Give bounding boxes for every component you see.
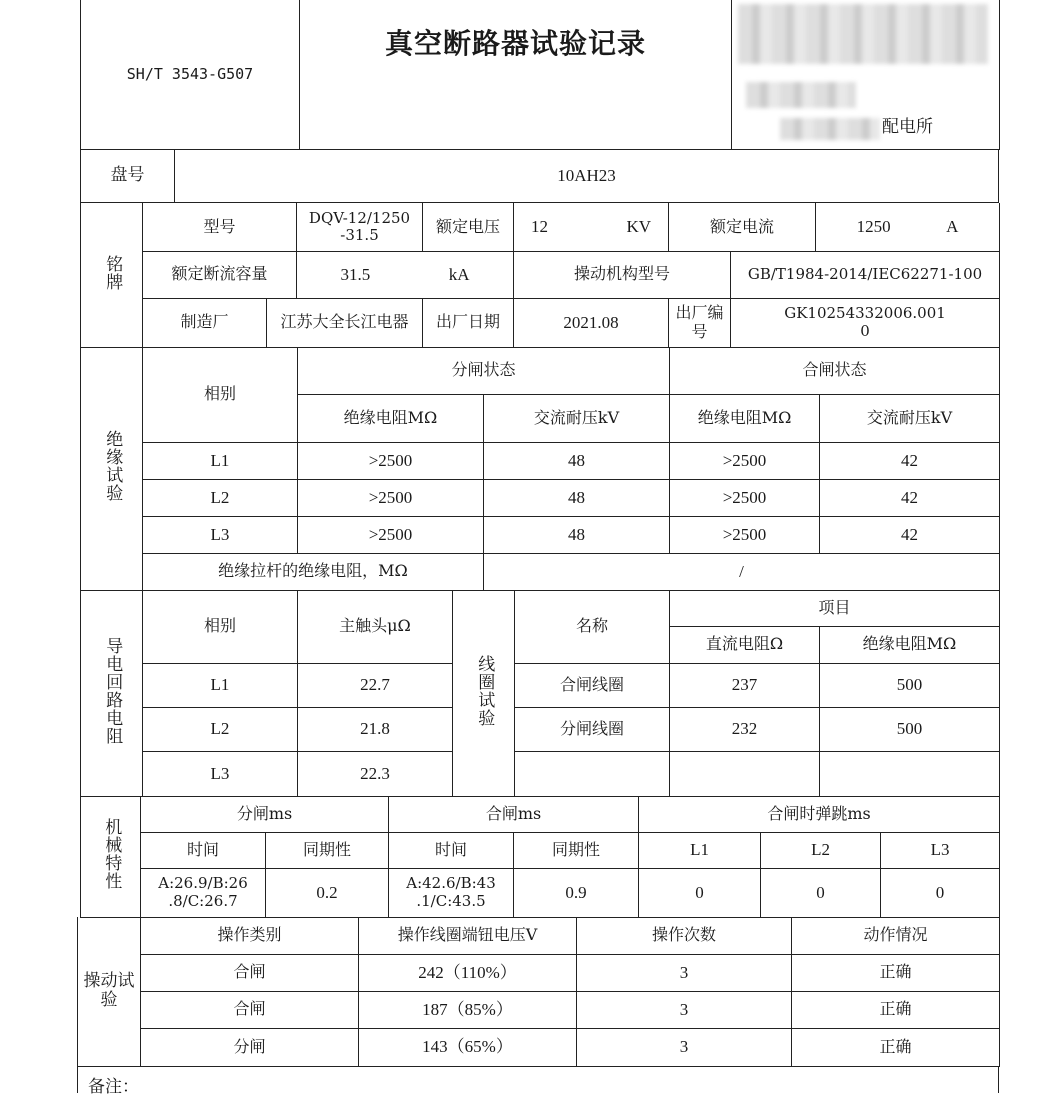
close-kv-value: 42 <box>820 479 1000 516</box>
breaking-label: 额定断流容量 <box>143 251 297 298</box>
conductive-band <box>80 590 999 796</box>
form-code-cell <box>81 0 300 150</box>
coil-name-empty <box>515 751 670 796</box>
title-cell <box>300 0 732 150</box>
close-kv-header: 交流耐压kV <box>820 394 1000 442</box>
op-voltage: 242（110%） <box>359 954 577 991</box>
cond-phase: L2 <box>143 707 298 751</box>
close-res-value: >2500 <box>670 516 820 553</box>
rated-current-cell <box>816 203 1000 251</box>
operation-band <box>77 917 999 1066</box>
mechanism-value: GB/T1984-2014/IEC62271-100 <box>731 251 1000 298</box>
close-res-value: >2500 <box>670 442 820 479</box>
cond-phase-header: 相别 <box>143 590 298 663</box>
serial-label: 出厂编号 <box>669 298 731 347</box>
coil-name-header: 名称 <box>515 590 670 663</box>
date-label: 出厂日期 <box>423 298 514 347</box>
op-count: 3 <box>577 991 792 1028</box>
close-kv-value: 42 <box>820 516 1000 553</box>
close-sync-value: 0.9 <box>514 868 639 917</box>
open-kv-value: 48 <box>484 442 670 479</box>
op-voltage: 187（85%） <box>359 991 577 1028</box>
mechanical-section: 机械特性 <box>81 796 141 917</box>
close-res-header: 绝缘电阻MΩ <box>670 394 820 442</box>
coil-name: 分闸线圈 <box>515 707 670 751</box>
ins-phase: L3 <box>143 516 298 553</box>
contact-value: 22.3 <box>298 751 453 796</box>
page-title: 真空断路器试验记录 <box>384 27 646 60</box>
bounce-phase-l3: L3 <box>881 832 1000 868</box>
rated-current-value: 1250 <box>856 216 891 236</box>
contact-value: 22.7 <box>298 663 453 707</box>
bounce-ms-header: 合闸时弹跳ms <box>639 796 1000 832</box>
coil-dc-value: 237 <box>670 663 820 707</box>
bounce-phase-l1: L1 <box>639 832 761 868</box>
table-row <box>81 516 1000 553</box>
open-ms-header: 分闸ms <box>141 796 389 832</box>
panel-band <box>80 150 999 203</box>
op-count-header: 操作次数 <box>577 917 792 954</box>
open-sync-value: 0.2 <box>266 868 389 917</box>
op-result: 正确 <box>792 1028 1000 1066</box>
ins-phase-header: 相别 <box>143 347 298 442</box>
open-kv-value: 48 <box>484 516 670 553</box>
remarks-band <box>77 1066 999 1097</box>
insulation-band <box>80 347 999 590</box>
op-count: 3 <box>577 954 792 991</box>
redacted-block <box>738 4 988 64</box>
op-result: 正确 <box>792 991 1000 1028</box>
op-result: 正确 <box>792 954 1000 991</box>
op-type: 合闸 <box>141 991 359 1028</box>
close-sync-header: 同期性 <box>514 832 639 868</box>
date-value: 2021.08 <box>514 298 669 347</box>
bounce-l3-value: 0 <box>881 868 1000 917</box>
header-band <box>80 0 999 150</box>
open-res-value: >2500 <box>298 442 484 479</box>
insulation-section: 绝缘试验 <box>81 347 143 590</box>
coil-ins-value: 500 <box>820 707 1000 751</box>
breaking-unit: kA <box>448 264 470 284</box>
coil-name: 合闸线圈 <box>515 663 670 707</box>
rated-current-unit: A <box>946 216 959 236</box>
serial-value: GK10254332006.001 0 <box>731 298 1000 347</box>
model-label: 型号 <box>143 203 297 251</box>
cond-phase: L3 <box>143 751 298 796</box>
operation-section: 操动试验 <box>78 917 141 1066</box>
table-row <box>81 663 1000 707</box>
ins-phase: L2 <box>143 479 298 516</box>
coil-dc-value: 232 <box>670 707 820 751</box>
dc-res-header: 直流电阻Ω <box>670 626 820 663</box>
rated-current-label: 额定电流 <box>669 203 816 251</box>
breaking-value: 31.5 <box>340 264 371 284</box>
close-ms-header: 合闸ms <box>389 796 639 832</box>
bounce-phase-l2: L2 <box>761 832 881 868</box>
rod-value: / <box>484 553 1000 590</box>
coil-section: 线圈试验 <box>453 590 515 796</box>
close-kv-value: 42 <box>820 442 1000 479</box>
table-row <box>81 479 1000 516</box>
rated-voltage-cell <box>514 203 669 251</box>
project-cell <box>732 0 1000 150</box>
redacted-block <box>780 118 880 140</box>
remarks-label: 备注： <box>88 1077 139 1097</box>
form-code: SH/T 3543-G507 <box>126 65 254 84</box>
redacted-block <box>746 82 856 108</box>
close-res-value: >2500 <box>670 479 820 516</box>
close-time-header: 时间 <box>389 832 514 868</box>
rated-voltage-unit: KV <box>626 216 652 236</box>
open-time-value: A:26.9/B:26 .8/C:26.7 <box>141 868 266 917</box>
op-action-header: 动作情况 <box>792 917 1000 954</box>
coil-dc-empty <box>670 751 820 796</box>
cond-phase: L1 <box>143 663 298 707</box>
maker-label: 制造厂 <box>143 298 267 347</box>
coil-ins-header: 绝缘电阻MΩ <box>820 626 1000 663</box>
open-kv-value: 48 <box>484 479 670 516</box>
breaking-cell <box>297 251 514 298</box>
model-value: DQV-12/1250 -31.5 <box>297 203 423 251</box>
op-type: 合闸 <box>141 954 359 991</box>
closed-state-header: 合闸状态 <box>670 347 1000 394</box>
conductive-section: 导电回路电阻 <box>81 590 143 796</box>
open-res-value: >2500 <box>298 516 484 553</box>
panel-value: 10AH23 <box>175 150 999 203</box>
open-res-value: >2500 <box>298 479 484 516</box>
nameplate-section: 铭牌 <box>81 203 143 347</box>
table-row <box>78 991 1000 1028</box>
bounce-l1-value: 0 <box>639 868 761 917</box>
close-time-value: A:42.6/B:43 .1/C:43.5 <box>389 868 514 917</box>
op-voltage: 143（65%） <box>359 1028 577 1066</box>
rated-voltage-value: 12 <box>530 216 548 236</box>
project-name-fragment: 配电所 <box>882 117 933 137</box>
op-type: 分闸 <box>141 1028 359 1066</box>
contact-value: 21.8 <box>298 707 453 751</box>
bounce-l2-value: 0 <box>761 868 881 917</box>
table-row <box>81 751 1000 796</box>
open-res-header: 绝缘电阻MΩ <box>298 394 484 442</box>
coil-item-header: 项目 <box>670 590 1000 626</box>
coil-ins-empty <box>820 751 1000 796</box>
op-voltage-header: 操作线圈端钮电压V <box>359 917 577 954</box>
ins-phase: L1 <box>143 442 298 479</box>
rod-label: 绝缘拉杆的绝缘电阻，MΩ <box>143 553 484 590</box>
open-sync-header: 同期性 <box>266 832 389 868</box>
open-state-header: 分闸状态 <box>298 347 670 394</box>
open-time-header: 时间 <box>141 832 266 868</box>
op-count: 3 <box>577 1028 792 1066</box>
mechanical-band <box>80 796 999 917</box>
rated-voltage-label: 额定电压 <box>423 203 514 251</box>
table-row <box>78 954 1000 991</box>
table-row <box>81 707 1000 751</box>
nameplate-band <box>80 203 999 347</box>
coil-ins-value: 500 <box>820 663 1000 707</box>
contact-header: 主触头μΩ <box>298 590 453 663</box>
panel-label: 盘号 <box>81 150 175 203</box>
mechanism-label: 操动机构型号 <box>514 251 731 298</box>
open-kv-header: 交流耐压kV <box>484 394 670 442</box>
op-type-header: 操作类别 <box>141 917 359 954</box>
table-row <box>81 442 1000 479</box>
maker-value: 江苏大全长江电器 <box>267 298 423 347</box>
table-row <box>78 1028 1000 1066</box>
